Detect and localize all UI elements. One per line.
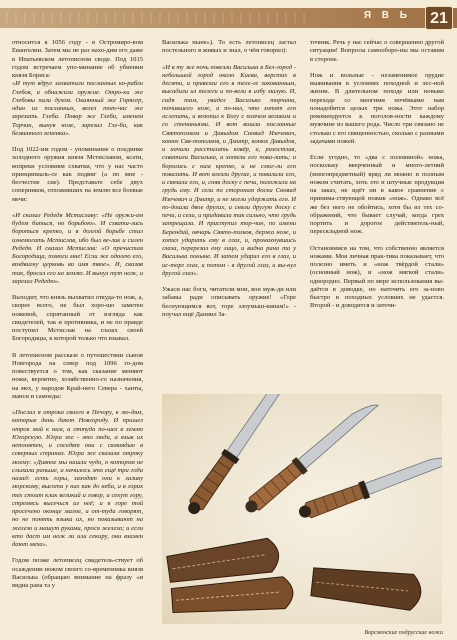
knife-blade <box>227 394 292 457</box>
sheath-body <box>310 564 422 611</box>
paragraph: Годом позже летописец свидетель-ствует об осаждении ножом своего со-временника князя Василька (обращаю внимание на фразу «и видна рана та у <box>12 557 143 589</box>
paragraph: «И тут вдруг захватили посланных ко-рабли Глебов, и обнажили оружие. Отро-ки же Глебовы пали духом. Окаянный же Горясер, один из посланных, велел тот-час же зарезать Глеба. Повар же Глеба, именем Торчин, вынув нож, зарезал Гле-ба, как безвинного ягненка». <box>12 80 143 137</box>
knives-photo <box>162 394 442 624</box>
text-column-1 <box>12 39 143 590</box>
sheath-body <box>171 576 294 616</box>
paragraph: Остановимся на том, что собственно является ножами. Моя личная прак-тика показывает, что полезно иметь и «нож твёрдой стали» (основный нож), и «нож мягкой стали» однородно. Первый по мере использования вы-даётся в доводке, но наточить его за-ново быстро в походных условиях не удастся. Второй - и доводится и заточи- <box>310 244 444 310</box>
knife-handle <box>302 484 364 520</box>
knife <box>183 394 294 518</box>
sheath <box>310 564 422 611</box>
paragraph: относится к 1056 году - в Остромиро-вом Евангелии. Затем мы не раз нахо-дим его даже в Ипатьевском летописном своде. Под 1015 годом встречаем упо-минание об убиении князя Бориса: <box>12 39 143 79</box>
paragraph: Выходит, что князь выхватил откуда-то нож, а, скорее всего, не был хоро-шо заметен ножевой, спрятанный от взгляда как свидетелей, так и противника, и не по правде поступил Мстислав на глазах своей Богородицы, к которой только что взывал. <box>12 294 143 343</box>
paragraph: «И в ту же ночь повезли Василька в Бел-город - небольшой город около Киева, верстах в десяти, и привезли его в теле-ге закованным, высадили из телеги и по-вели в избу малую. И, сидя там, увидел Василько торчина, точившего нож, и по-нял, что хотят его ослепить, и возопил к Богу с плачем великим и со стенаньями. И вот вошли посланные Святополком и Давыдом Сновид Изечевич, конюх Свя-тополков, и Дмитр, конюх Давыдов, и начали расстилать ковёр, и, разостлав, схватили Василька, и хотели его пова-лить; и боролись с ним крепко, и не смог-ли его повалить. И вот влезли другие, и повалили его, и связали его, и, сняв доску с печи, положили на грудь ему. И сели по сторонам доски Сновид Изечевич и Дмитр, и не могли удержать его. И по-дошли двое других, и сняли другую доску с печи, и сели, и придавили так сильно, что грудь затрещала. И приступил тор-чин, по имени Берендий, овчарь Свято-полков, держа нож, и хотел ударить ему в глаз, и, промахнувшись глаза, перерезал ему лицо, и видна рана та у Василька поныне. И затем ударил его в глаз, и ис-торг глаз, и потом - в другой глаз, и вы-нул другой глаз». <box>162 63 296 277</box>
paragraph: Нож и вольные - незаменимое орудие выживания в условиях походной и лес-ной жизни. В длительном походе или новыке переходе со многими ночёвками нам понадобятся целых три ножа. Этот набор рекомендуется к поголов-ности каждому мужчине из вашего рода. Число три связано не столько с его священностью, сколько с разными задачами ножей. <box>310 71 444 145</box>
section-label: Я В Ь <box>363 10 411 21</box>
paragraph: Ужаси нас боги, читатели мои, вон муж-ди или забавы ради описывать оружие! «Горе беснующимся вот, горе злоумыш-кинам!» - поучал ещё Даниил За- <box>162 286 296 318</box>
paragraph: «Послал я отрока своего в Печору, к лю-дям, которые дань дают Новгороду. И пришел отрок мой к ним, а оттуда по-шел в землю Югорскую. Югра же - это люди, а язык их непонятен, и соседят они с самоядью в северных странах. Югра же сказала отроку моему: «Дивное мы нашли чудо, о котором не слыхали раньше, а началось это ещё три года назад: есть горы, заходят они к заливу морскому, высота у них как до неба, и в горах тех стоит клик великий и говор, и секут гору, стремясь высечься из неё; и в горе той просечено оконце малое, и от-туда говорят, но не понять языка их, но показывают на железо и машут руками, прося железа; и если кто даст им нож ли или секиру, они взамен дают меха». <box>12 409 143 548</box>
knife-blade <box>298 398 379 469</box>
paragraph: Под 1022-им годом - упоминание о поединке холодного оружия князя Мстиславом, ксати, вопреки условиям схватки, что у нас часто принципиаль-се как подвиг (а по мне - бесчестие сие). Представьте себе двух соперников, отложивших на землю все боевые мечи: <box>12 146 143 203</box>
text-column-3 <box>310 39 444 311</box>
paragraph: Если угодно, то «два с половиной» ножа, поскольку вверченный и много-летний (многопредметный) вряд ли можно и полным ножом считать, хоть это и штучные продукция на заказ, не идёт ни в какое сравнение с принима-ствующей ножик «нож». Однако всё же без него не обойтись, хотя бы из тех со-ображений, что бывает случай, когда грех портить и дорогое действитель-ный, перескладной нож. <box>310 154 444 236</box>
text-column-2 <box>162 39 296 319</box>
knives-illustration <box>162 394 442 624</box>
paragraph: Василька ныне»). То есть летописец застал постельного в живых и знал, о чём говорил): <box>162 39 296 55</box>
knife-blade <box>365 451 442 495</box>
paragraph: точник. Речь у нас сейчас о совершенно другой ситуации! Вопросы самооборо-ны мы оставим в стороне. <box>310 39 444 63</box>
page-number: 21 <box>425 6 453 30</box>
sheath <box>171 576 294 616</box>
knife <box>296 448 442 522</box>
paragraph: «И сказал Редедя Мстиславу: «Не оружи-ем будем биться, но борьбою». И схвати-лись бороться крепко, и в долгой борьбе стал изнемогать Мстислав, ибо был ве-лик и силен Редедя. И сказал Мстислав: «О пречистая Богородица, помоги мне! Если же одолею его, воздвигну церковь во имя твое». И, сказав так, бросил его на землю. И вынул тут нож, и зарезал Редедю». <box>12 211 143 285</box>
header-ornament <box>6 13 306 23</box>
paragraph: В летописном рассказе о путешествии сынов Новгорода на север под 1096 го-дом повествуется о том, как сказание меняют ножи, вероятно, хозяйственно-го назначения, на мех, у народов Край-него Севера - ханты, манси и самоеды: <box>12 351 143 400</box>
photo-caption: Ворсменские подрусские ножи <box>364 630 443 636</box>
